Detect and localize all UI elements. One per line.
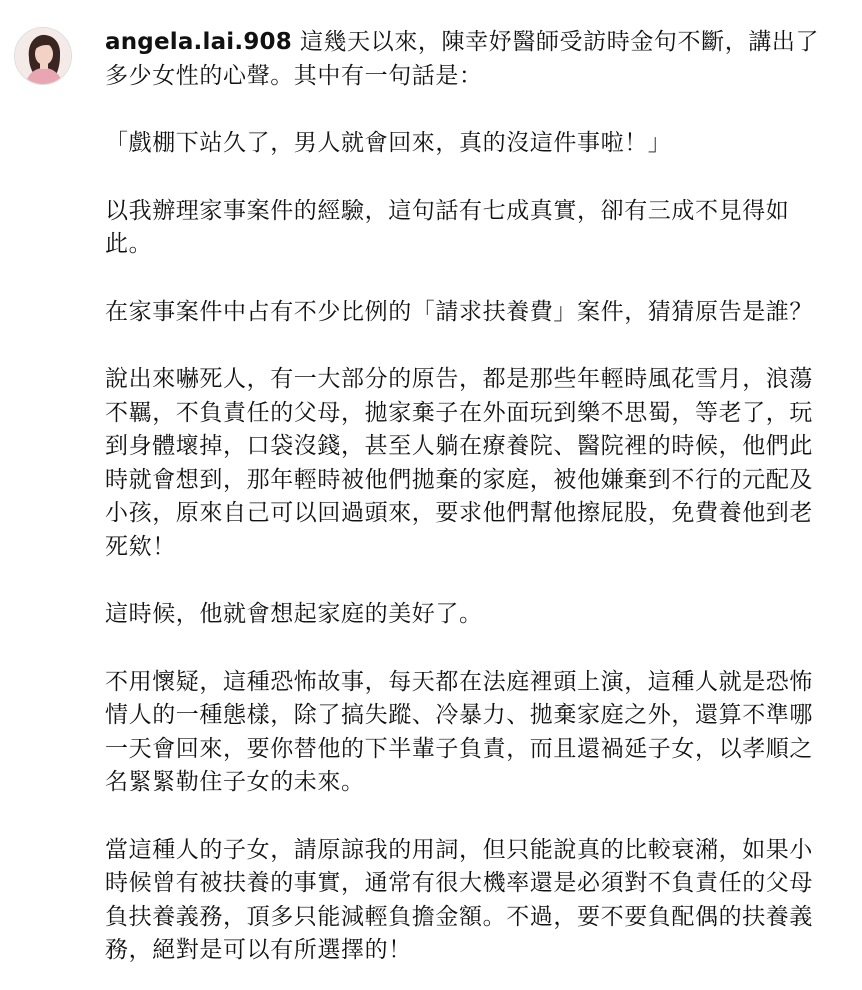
avatar-image <box>15 28 72 85</box>
caption-paragraph-6: 這時候，他就會想起家庭的美好了。 <box>105 601 483 627</box>
paragraph-text: 這幾天以來，陳幸妤醫師受訪時金句不斷，講出了多少女性的心聲。其中有一句話是： <box>105 29 820 89</box>
avatar[interactable] <box>14 27 72 85</box>
caption-paragraph-1 <box>105 26 830 93</box>
caption-paragraph-7: 不用懷疑，這種恐怖故事，每天都在法庭裡頭上演，這種人就是恐怖情人的一種態樣，除了搞失蹤、冷暴力、拋棄家庭之外，還算不準哪一天會回來，要你替他的下半輩子負責，而且還禍延子女，以孝順之名緊緊勒住子女的未來。 <box>105 668 813 795</box>
caption-paragraph-3: 以我辦理家事案件的經驗，這句話有七成真實，卻有三成不見得如此。 <box>105 197 790 257</box>
caption-text <box>105 26 830 990</box>
caption-paragraph-8: 當這種人的子女，請原諒我的用詞，但只能說真的比較衰潲，如果小時候曾有被扶養的事實，通常有很大機率還是必須對不負責任的父母負扶養義務，頂多只能減輕負擔金額。不過，要不要負配偶的扶養義務，絕對是可以有所選擇的！ <box>105 836 813 963</box>
caption-paragraph-4: 在家事案件中占有不少比例的「請求扶養費」案件，猜猜原告是誰？ <box>105 298 813 325</box>
username-link[interactable]: angela.lai.908 <box>105 29 292 55</box>
caption-paragraph-5: 說出來嚇死人，有一大部分的原告，都是那些年輕時風花雪月，浪蕩不羈，不負責任的父母，拋家棄子在外面玩到樂不思蜀，等老了，玩到身體壞掉，口袋沒錢，甚至人躺在療養院、醫院裡的時候，他們此時就會想到，那年輕時被他們拋棄的家庭，被他嫌棄到不行的元配及小孩，原來自己可以回過頭來，要求他們幫他擦屁股，免費養他到老死欸！ <box>105 366 813 560</box>
caption-paragraph-2: 「戲棚下站久了，男人就會回來，真的沒這件事啦！」 <box>105 130 672 156</box>
